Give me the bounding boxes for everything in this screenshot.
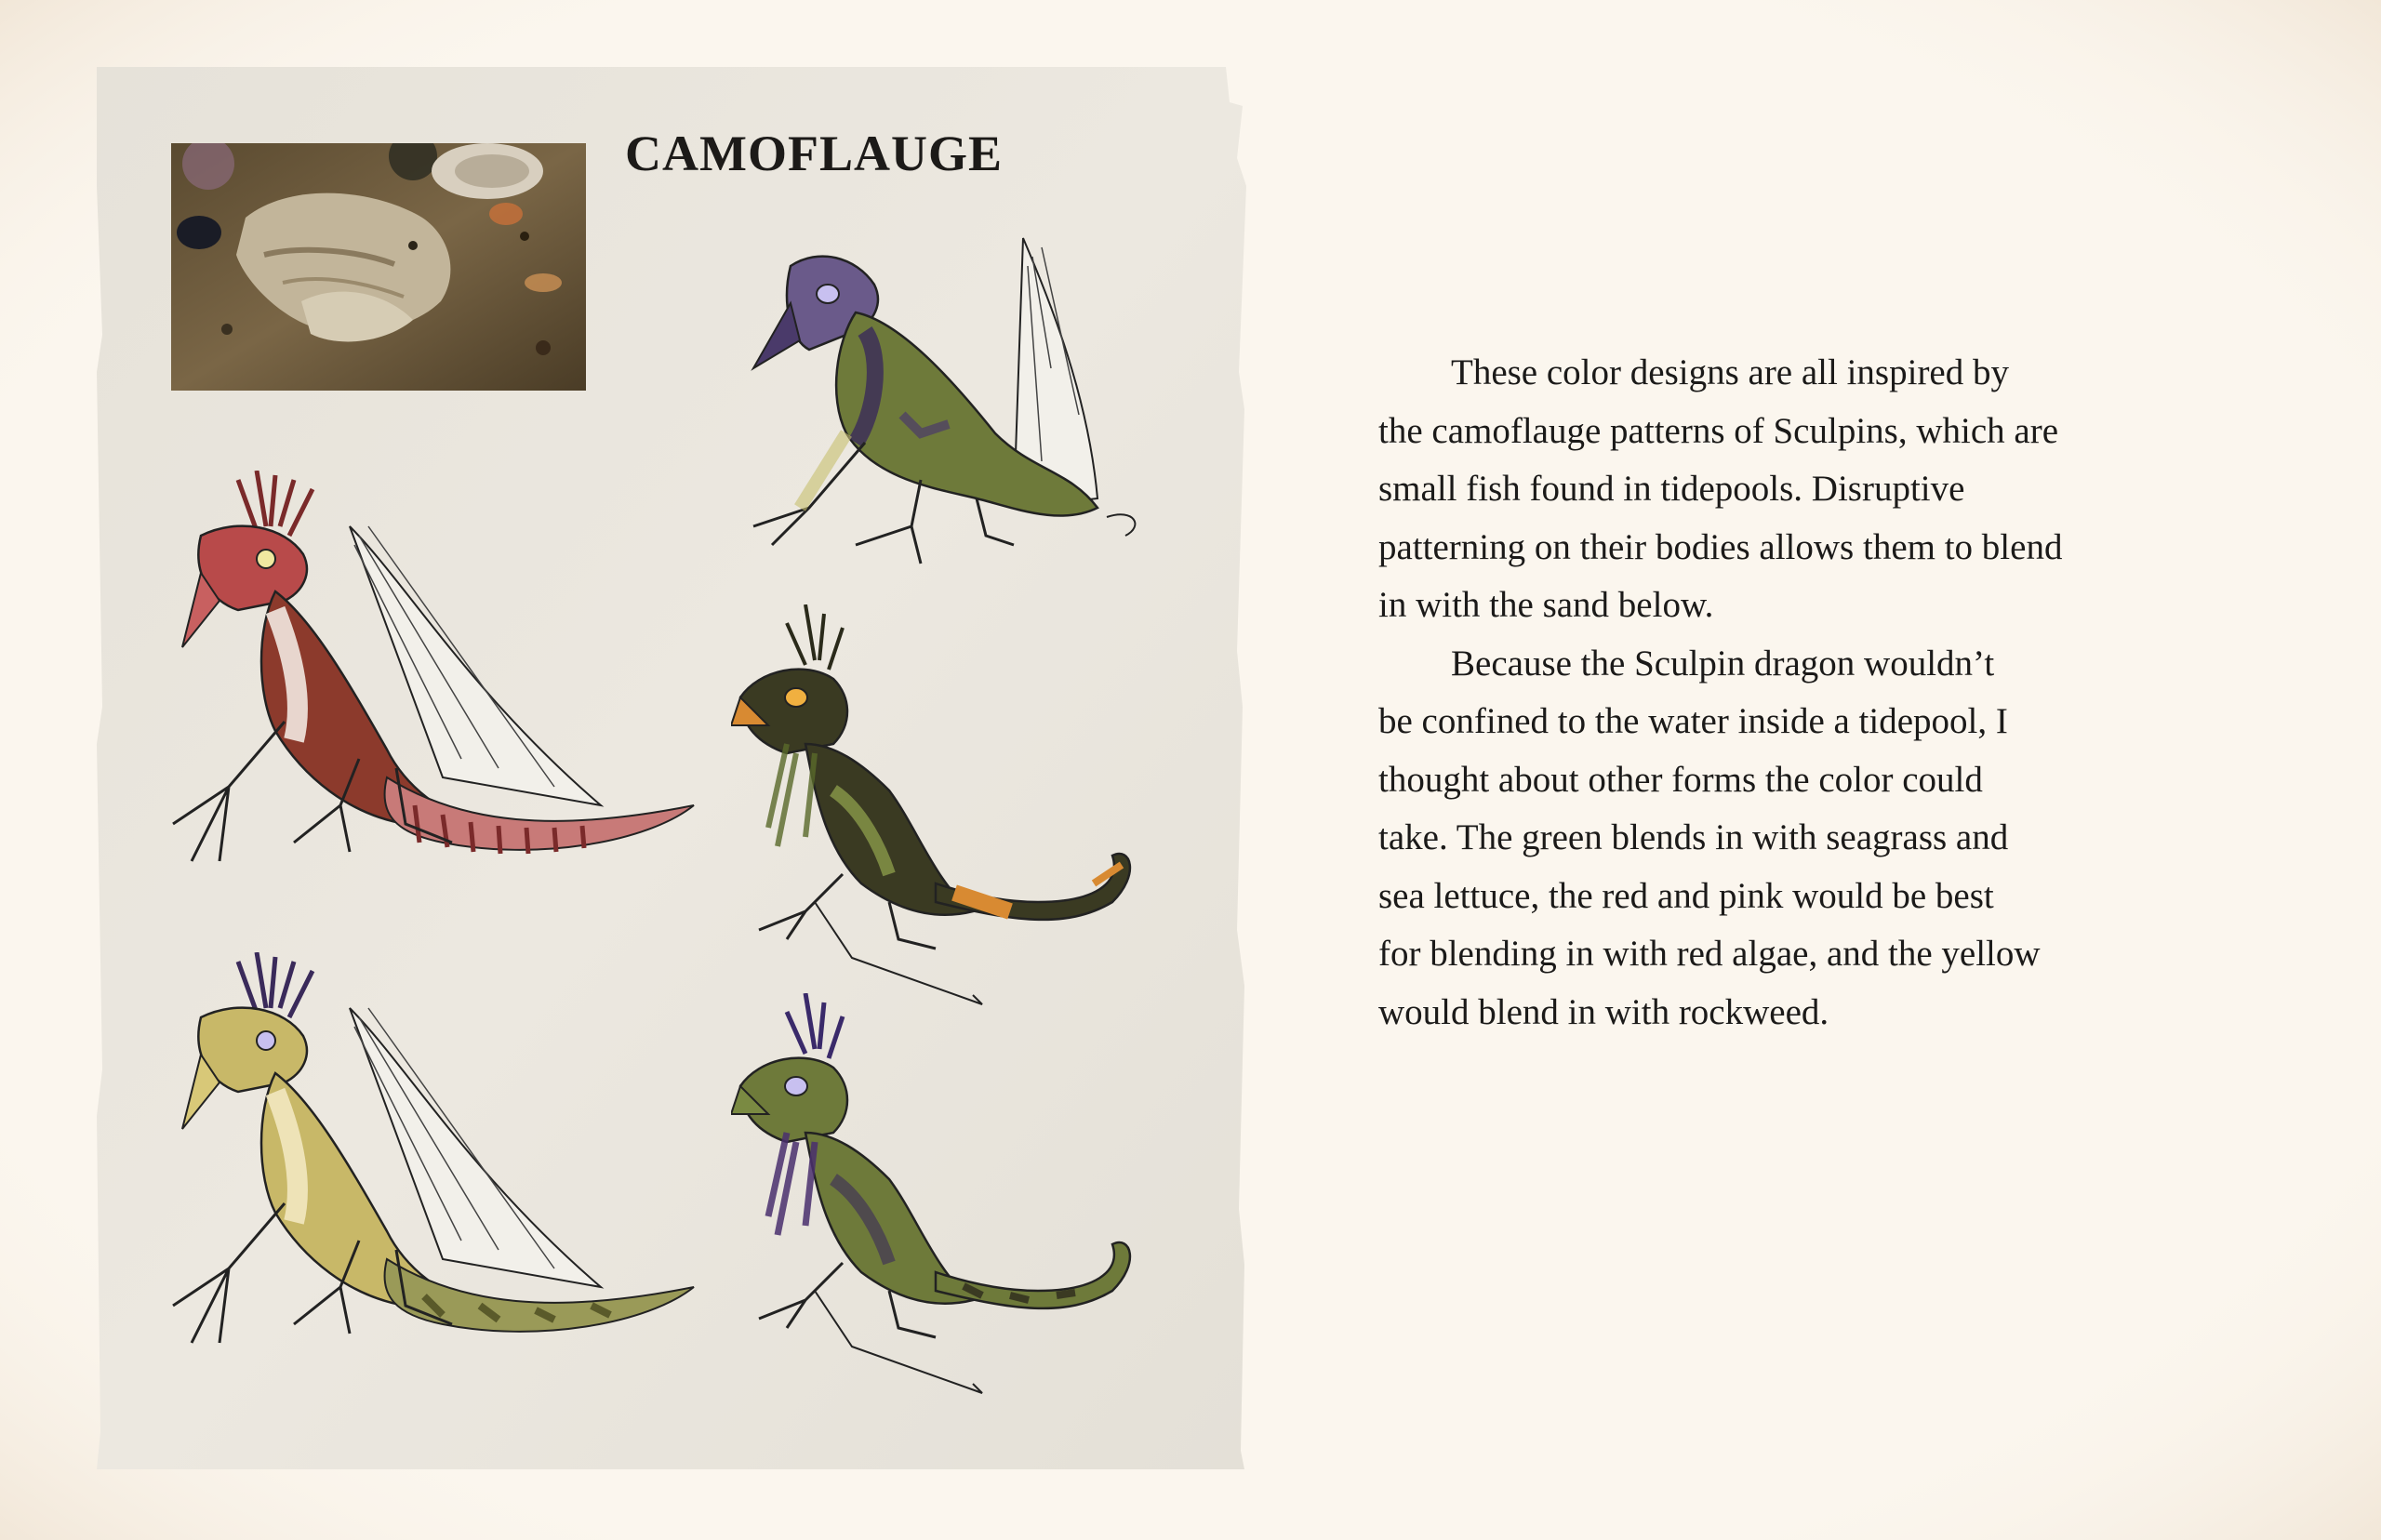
sculpin-fish-photo <box>171 143 586 391</box>
text-line: Because the Sculpin dragon wouldn’t <box>1451 643 1995 684</box>
text-line: thought about other forms the color could <box>1378 759 1983 800</box>
dragon-yellow-purple-icon <box>164 952 703 1361</box>
text-line: the camoflauge patterns of Sculpins, which are <box>1378 410 2059 451</box>
text-line: for blending in with red algae, and the yellow <box>1378 934 2041 974</box>
dragon-purple-green-icon <box>735 229 1163 582</box>
dragon-dark-green-orange-icon <box>731 604 1159 1014</box>
description-text <box>1378 344 2178 1042</box>
text-line: in with the sand below. <box>1378 585 1714 625</box>
text-line: sea lettuce, the red and pink would be best <box>1378 875 1994 916</box>
text-line: take. The green blends in with seagrass and <box>1378 817 2009 857</box>
dragon-green-purple-icon <box>731 993 1159 1402</box>
dragon-red-pink-icon <box>164 471 703 880</box>
text-line: small fish found in tidepools. Disruptive <box>1378 469 1965 509</box>
text-line: be confined to the water inside a tidepool, I <box>1378 701 2008 741</box>
text-line: would blend in with rockweed. <box>1378 991 1829 1032</box>
page-title: CAMOFLAUGE <box>625 126 1003 181</box>
text-line: patterning on their bodies allows them to blend <box>1378 526 2063 567</box>
text-line: These color designs are all inspired by <box>1451 352 2009 392</box>
